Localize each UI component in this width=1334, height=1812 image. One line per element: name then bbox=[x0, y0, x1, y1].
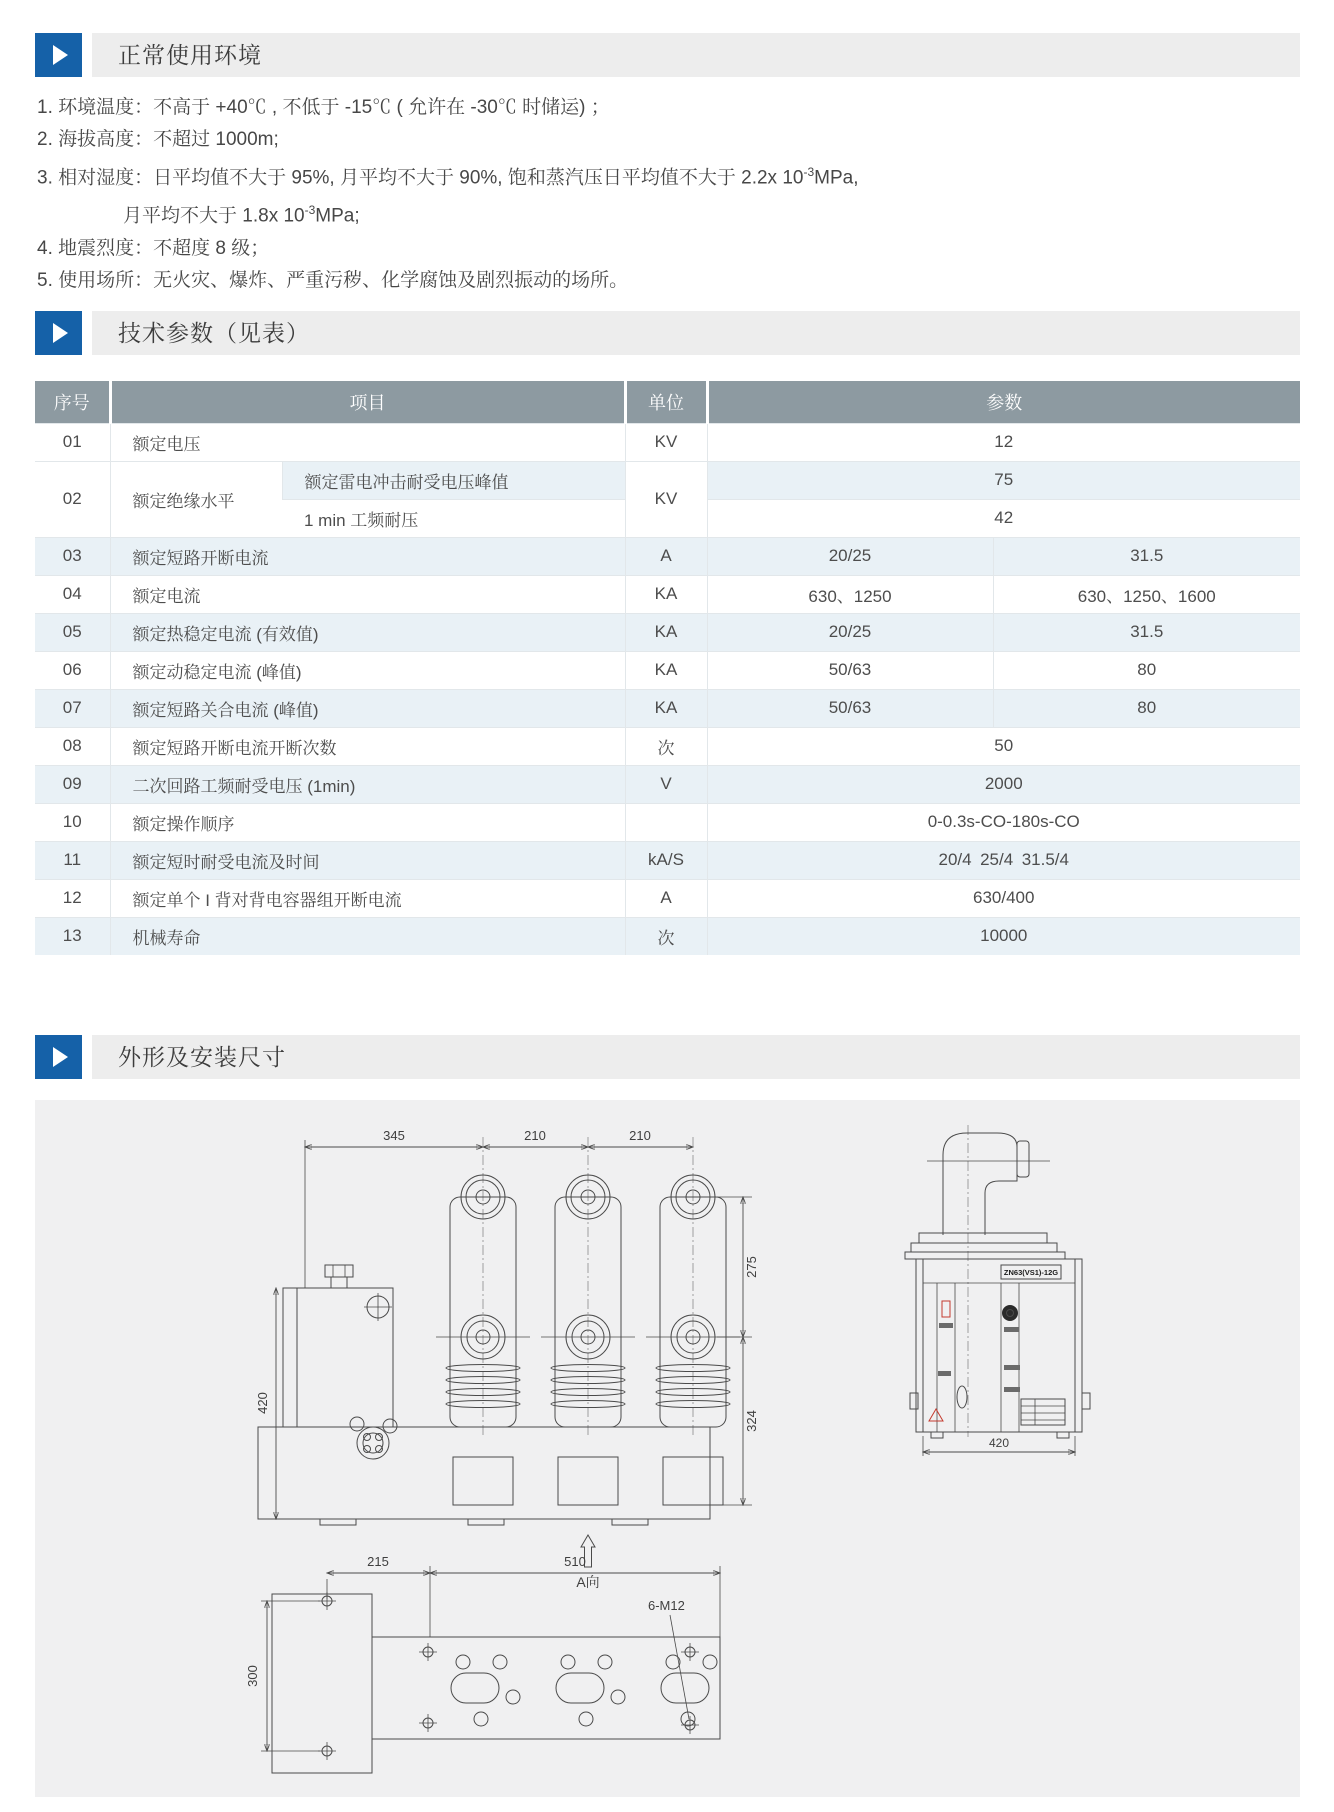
cell-value: 20/25 bbox=[707, 613, 993, 651]
play-arrow-icon bbox=[35, 33, 82, 77]
plan-view-drawing bbox=[230, 1555, 750, 1790]
front-view-drawing bbox=[240, 1125, 800, 1625]
side-bottom-dimension bbox=[923, 1436, 1075, 1456]
cell-item: 二次回路工频耐受电压 (1min) bbox=[110, 765, 625, 803]
pole bbox=[646, 1137, 740, 1437]
cell-subitem: 额定雷电冲击耐受电压峰值 bbox=[282, 461, 625, 499]
plan-top-dimensions bbox=[327, 1554, 720, 1637]
cell-value: 80 bbox=[993, 689, 1300, 727]
cell-value: 630、1250 bbox=[707, 575, 993, 613]
cell-no: 05 bbox=[35, 613, 110, 651]
header-no: 序号 bbox=[35, 381, 110, 423]
cell-unit bbox=[625, 803, 707, 841]
table-row bbox=[35, 689, 1300, 727]
env-item-3b-tail: MPa; bbox=[315, 205, 360, 227]
section-header-parameters bbox=[35, 311, 1300, 355]
play-arrow-icon bbox=[35, 1035, 82, 1079]
cell-item: 额定热稳定电流 (有效值) bbox=[110, 613, 625, 651]
env-item-3 bbox=[37, 156, 1297, 194]
cell-item: 额定短路开断电流开断次数 bbox=[110, 727, 625, 765]
dim-215: 215 bbox=[367, 1554, 389, 1569]
env-item-2: 2. 海拔高度：不超过 1000m; bbox=[37, 129, 279, 150]
cell-no: 09 bbox=[35, 765, 110, 803]
cell-value: 50/63 bbox=[707, 689, 993, 727]
table-row bbox=[35, 803, 1300, 841]
dim-345: 345 bbox=[383, 1128, 405, 1143]
bolt-holes bbox=[318, 1592, 699, 1760]
pole bbox=[541, 1137, 635, 1437]
table-row bbox=[35, 917, 1300, 955]
cell-item: 额定短路开断电流 bbox=[110, 537, 625, 575]
env-item-3-sup: -3 bbox=[803, 165, 815, 179]
view-label: A向 bbox=[576, 1574, 600, 1590]
environment-conditions-list bbox=[37, 92, 1297, 297]
env-item-3b-sup: -3 bbox=[304, 203, 316, 218]
side-view-drawing bbox=[905, 1125, 1300, 1470]
cell-unit: 次 bbox=[625, 917, 707, 955]
header-item: 项目 bbox=[110, 381, 625, 423]
cell-value: 42 bbox=[707, 499, 1300, 537]
cell-value: 630、1250、1600 bbox=[993, 575, 1300, 613]
table-row bbox=[35, 841, 1300, 879]
cell-value: 20/4 25/4 31.5/4 bbox=[707, 841, 1300, 879]
cell-item: 额定单个 I 背对背电容器组开断电流 bbox=[110, 879, 625, 917]
cell-no: 06 bbox=[35, 651, 110, 689]
cell-no: 07 bbox=[35, 689, 110, 727]
cell-value: 2000 bbox=[707, 765, 1300, 803]
cell-item: 额定电流 bbox=[110, 575, 625, 613]
cell-no: 12 bbox=[35, 879, 110, 917]
section-title-environment: 正常使用环境 bbox=[92, 33, 1300, 77]
play-arrow-icon bbox=[35, 311, 82, 355]
cell-value: 10000 bbox=[707, 917, 1300, 955]
technical-parameters-table bbox=[35, 381, 1300, 955]
section-title-parameters: 技术参数（见表） bbox=[92, 311, 1300, 355]
mechanism-box bbox=[283, 1265, 393, 1427]
front-right-dimensions bbox=[712, 1197, 759, 1505]
table-row bbox=[35, 423, 1300, 461]
cell-unit: KA bbox=[625, 575, 707, 613]
cell-unit: KA bbox=[625, 689, 707, 727]
pole-cutouts bbox=[451, 1655, 717, 1726]
dim-420: 420 bbox=[255, 1392, 270, 1414]
dim-275: 275 bbox=[744, 1256, 759, 1278]
cell-item: 额定动稳定电流 (峰值) bbox=[110, 651, 625, 689]
pole bbox=[436, 1137, 530, 1437]
cell-value: 31.5 bbox=[993, 613, 1300, 651]
cell-unit: 次 bbox=[625, 727, 707, 765]
env-item-3-text: 3. 相对湿度：日平均值不大于 95%, 月平均不大于 90%, 饱和蒸汽压日平均值不大于 2.2x 10 bbox=[37, 167, 804, 189]
dim-510: 510 bbox=[564, 1554, 586, 1569]
cell-value: 50/63 bbox=[707, 651, 993, 689]
cell-unit: KV bbox=[625, 461, 707, 537]
cell-item: 额定绝缘水平 bbox=[110, 461, 282, 537]
outline-drawing-panel bbox=[35, 1100, 1300, 1797]
cell-unit: A bbox=[625, 879, 707, 917]
table-row bbox=[35, 575, 1300, 613]
cell-unit: A bbox=[625, 537, 707, 575]
top-flange bbox=[905, 1233, 1065, 1259]
triangle-icon bbox=[53, 1047, 68, 1067]
cell-unit: V bbox=[625, 765, 707, 803]
cell-item: 额定操作顺序 bbox=[110, 803, 625, 841]
plan-left-dimension bbox=[245, 1601, 320, 1751]
cell-no: 13 bbox=[35, 917, 110, 955]
cell-unit: KV bbox=[625, 423, 707, 461]
cell-no: 01 bbox=[35, 423, 110, 461]
base-plate-outline bbox=[272, 1594, 720, 1773]
bolt-label: 6-M12 bbox=[648, 1598, 685, 1613]
env-item-5: 5. 使用场所：无火灾、爆炸、严重污秽、化学腐蚀及剧烈振动的场所。 bbox=[37, 269, 629, 291]
cell-item: 机械寿命 bbox=[110, 917, 625, 955]
table-row bbox=[35, 613, 1300, 651]
header-unit: 单位 bbox=[625, 381, 707, 423]
breaker-poles bbox=[436, 1137, 740, 1437]
cell-item: 额定短路关合电流 (峰值) bbox=[110, 689, 625, 727]
dim-210-b: 210 bbox=[629, 1128, 651, 1143]
section-header-environment bbox=[35, 33, 1300, 77]
env-item-3b-text: 月平均不大于 1.8x 10 bbox=[123, 205, 305, 227]
front-top-dimensions bbox=[305, 1128, 693, 1288]
warning-triangle-icon bbox=[929, 1409, 943, 1421]
model-nameplate: ZN63(VS1)-12G bbox=[1003, 1268, 1059, 1277]
section-title-dimensions: 外形及安装尺寸 bbox=[92, 1035, 1300, 1079]
top-elbow-duct bbox=[943, 1133, 1029, 1235]
cell-value: 12 bbox=[707, 423, 1300, 461]
cell-no: 11 bbox=[35, 841, 110, 879]
dim-324: 324 bbox=[744, 1410, 759, 1432]
cell-value: 0-0.3s-CO-180s-CO bbox=[707, 803, 1300, 841]
cell-no: 03 bbox=[35, 537, 110, 575]
dim-420-side: 420 bbox=[988, 1436, 1010, 1450]
dim-300: 300 bbox=[245, 1665, 260, 1687]
table-row bbox=[35, 651, 1300, 689]
table-header-row bbox=[35, 381, 1300, 423]
cell-unit: kA/S bbox=[625, 841, 707, 879]
cell-item: 额定电压 bbox=[110, 423, 625, 461]
cell-value: 31.5 bbox=[993, 537, 1300, 575]
env-item-4: 4. 地震烈度：不超度 8 级； bbox=[37, 237, 270, 259]
latch-detail bbox=[350, 1417, 397, 1459]
cell-subitem: 1 min 工频耐压 bbox=[282, 499, 625, 537]
table-row bbox=[35, 879, 1300, 917]
env-item-1: 1. 环境温度：不高于 +40℃ , 不低于 -15℃ ( 允许在 -30℃ 时储运) ； bbox=[37, 97, 610, 118]
cell-value: 75 bbox=[707, 461, 1300, 499]
header-param: 参数 bbox=[707, 381, 1300, 423]
cell-value: 630/400 bbox=[707, 879, 1300, 917]
triangle-icon bbox=[53, 45, 68, 65]
cell-no: 04 bbox=[35, 575, 110, 613]
dim-210-a: 210 bbox=[524, 1128, 546, 1143]
cell-value: 50 bbox=[707, 727, 1300, 765]
env-item-3-tail: MPa, bbox=[814, 167, 859, 189]
cell-no: 02 bbox=[35, 461, 110, 537]
section-header-dimensions bbox=[35, 1035, 1300, 1079]
cell-value: 20/25 bbox=[707, 537, 993, 575]
cell-no: 10 bbox=[35, 803, 110, 841]
base-plate bbox=[258, 1427, 723, 1525]
cell-no: 08 bbox=[35, 727, 110, 765]
env-item-3b bbox=[37, 194, 1297, 232]
cell-value: 80 bbox=[993, 651, 1300, 689]
cell-unit: KA bbox=[625, 613, 707, 651]
table-row bbox=[35, 461, 1300, 499]
cell-item: 额定短时耐受电流及时间 bbox=[110, 841, 625, 879]
table-row bbox=[35, 765, 1300, 803]
table-row bbox=[35, 537, 1300, 575]
triangle-icon bbox=[53, 323, 68, 343]
table-row bbox=[35, 727, 1300, 765]
cell-unit: KA bbox=[625, 651, 707, 689]
